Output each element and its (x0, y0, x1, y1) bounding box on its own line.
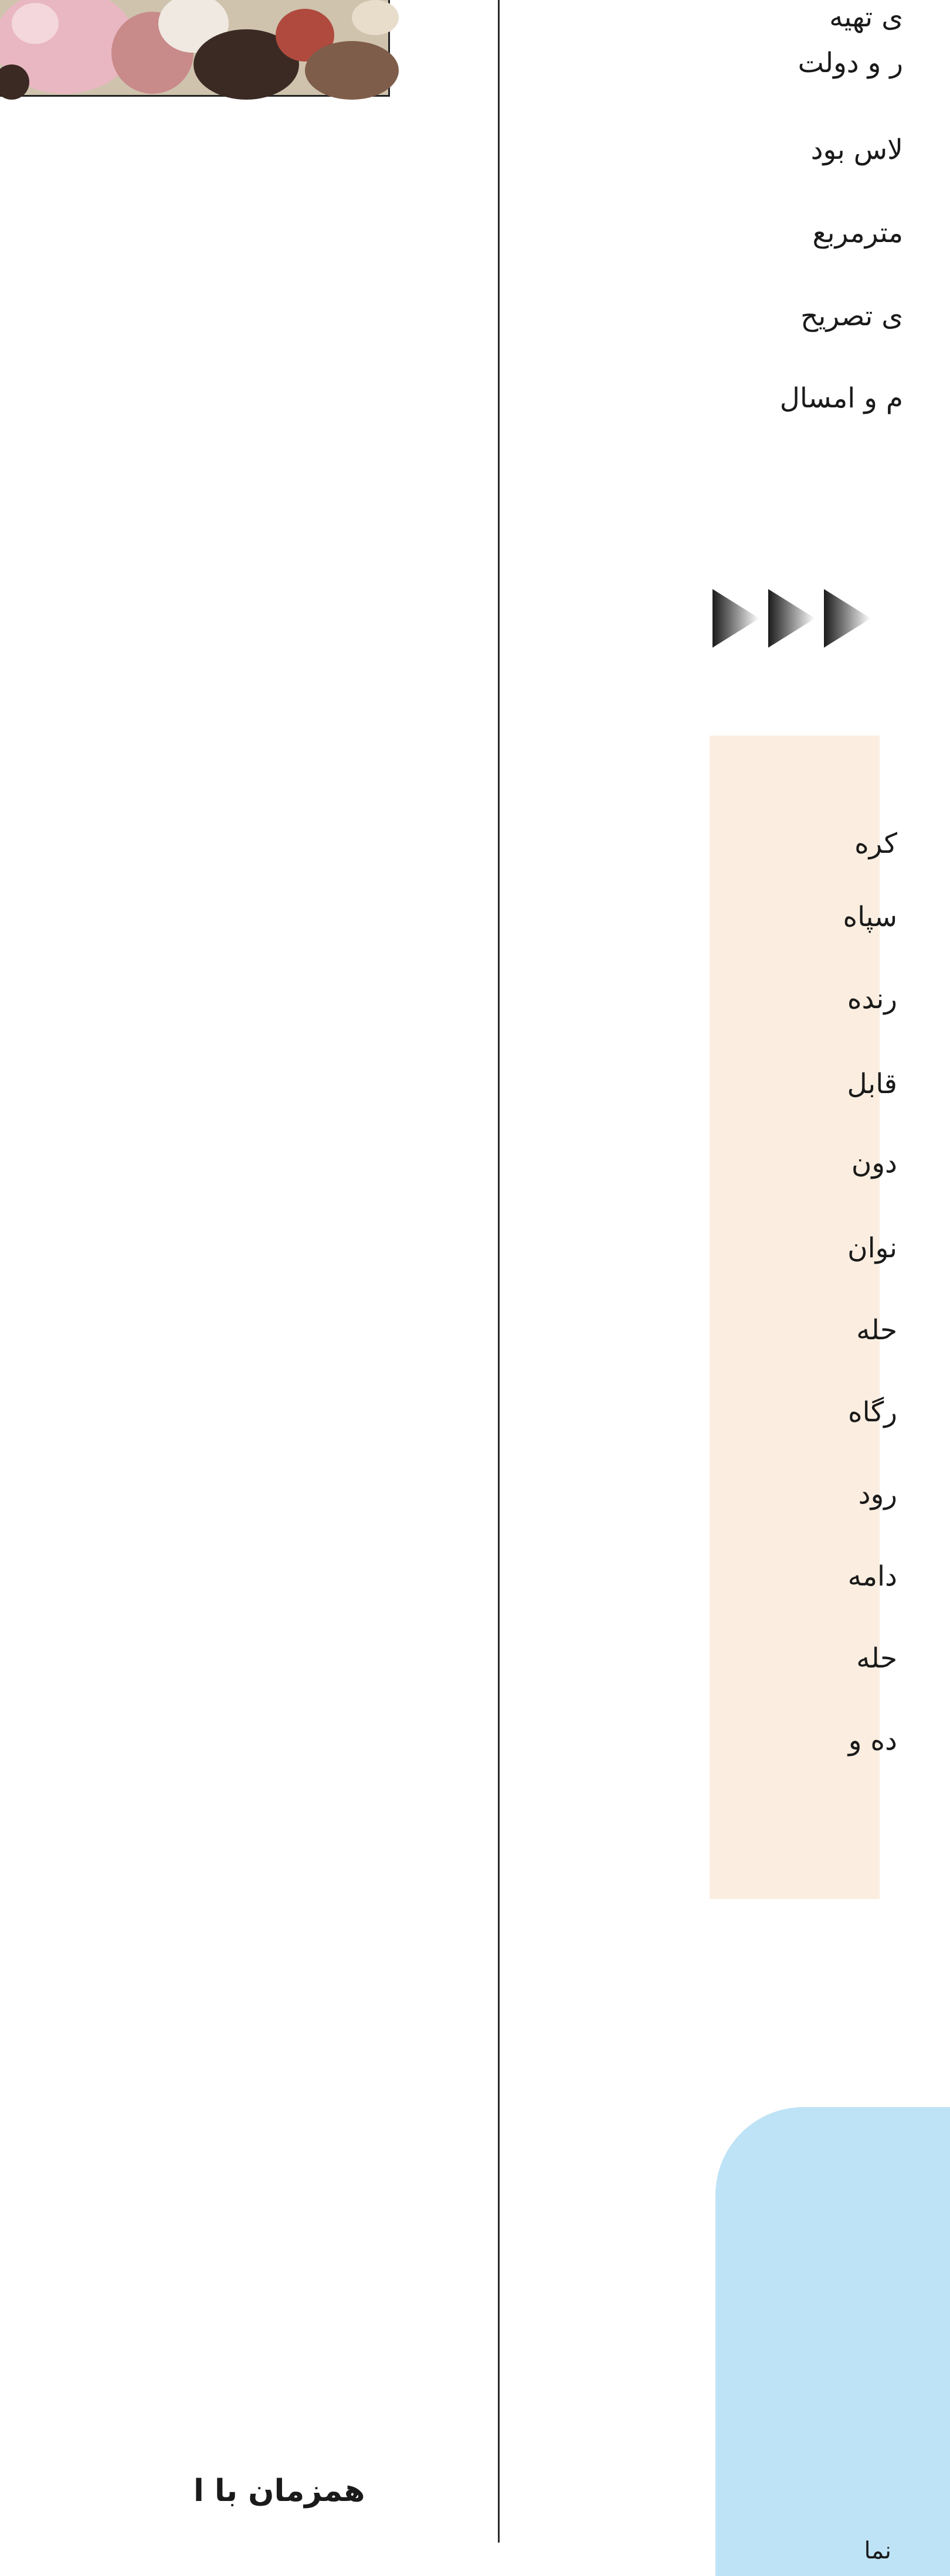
article-line (0, 767, 369, 818)
box-line: حله (856, 1314, 897, 1346)
box-line: حله (856, 1642, 897, 1675)
article-line (0, 1527, 369, 1578)
article-line (0, 158, 369, 209)
article-line (0, 462, 369, 513)
article-line (0, 260, 369, 311)
article-line (0, 361, 369, 412)
article-line (0, 919, 369, 970)
article-line (0, 1020, 369, 1071)
news-photo (0, 0, 390, 97)
article-line (0, 1274, 369, 1325)
article-line (0, 716, 369, 767)
article-line: م و امسال (779, 382, 903, 414)
article-line: ی تهیه (829, 1, 903, 33)
article-line (0, 513, 369, 564)
next-section-heading: همزمان با ا (194, 2473, 365, 2509)
box-line: قابل (847, 1068, 897, 1100)
article-line: مترمربع (812, 217, 903, 249)
article-line (0, 969, 369, 1020)
box-line: سپاه (843, 901, 897, 933)
article-line (0, 1476, 369, 1527)
article-line (0, 1375, 369, 1426)
article-line (0, 615, 369, 666)
article-line (0, 665, 369, 716)
arrow-icon (768, 589, 815, 648)
box-line: دون (851, 1147, 897, 1179)
right-article-top (674, 0, 903, 422)
blue-panel (715, 2107, 950, 2576)
box-line: دامه (847, 1560, 897, 1592)
article-line (0, 1071, 369, 1122)
article-line (0, 1223, 369, 1274)
article-line: ر و دولت (798, 47, 903, 79)
article-line (0, 209, 369, 260)
article-line (0, 1426, 369, 1477)
arrow-icon (713, 589, 759, 648)
photo-illustration (0, 0, 388, 95)
highlight-box (710, 736, 897, 1899)
box-line: کره (854, 828, 897, 860)
article-line (0, 818, 369, 869)
box-line: نوان (847, 1232, 897, 1264)
box-line: رود (858, 1478, 897, 1510)
arrow-icon (824, 589, 871, 648)
article-line: ی تصریح (800, 300, 903, 332)
article-line (0, 868, 369, 919)
article-line (0, 412, 369, 463)
blue-panel-text: نما (864, 2537, 891, 2564)
article-line (0, 311, 369, 362)
box-line: ده و (848, 1724, 897, 1757)
article-line: لاس بود (810, 134, 903, 166)
article-line (0, 1172, 369, 1223)
article-line (0, 1325, 369, 1376)
article-line (0, 1122, 369, 1173)
section-arrow-marker (713, 589, 880, 648)
box-line: رگاه (847, 1396, 897, 1428)
box-line: رنده (847, 983, 897, 1015)
column-divider (498, 0, 500, 2543)
left-article-body (0, 158, 369, 1578)
article-line (0, 564, 369, 615)
